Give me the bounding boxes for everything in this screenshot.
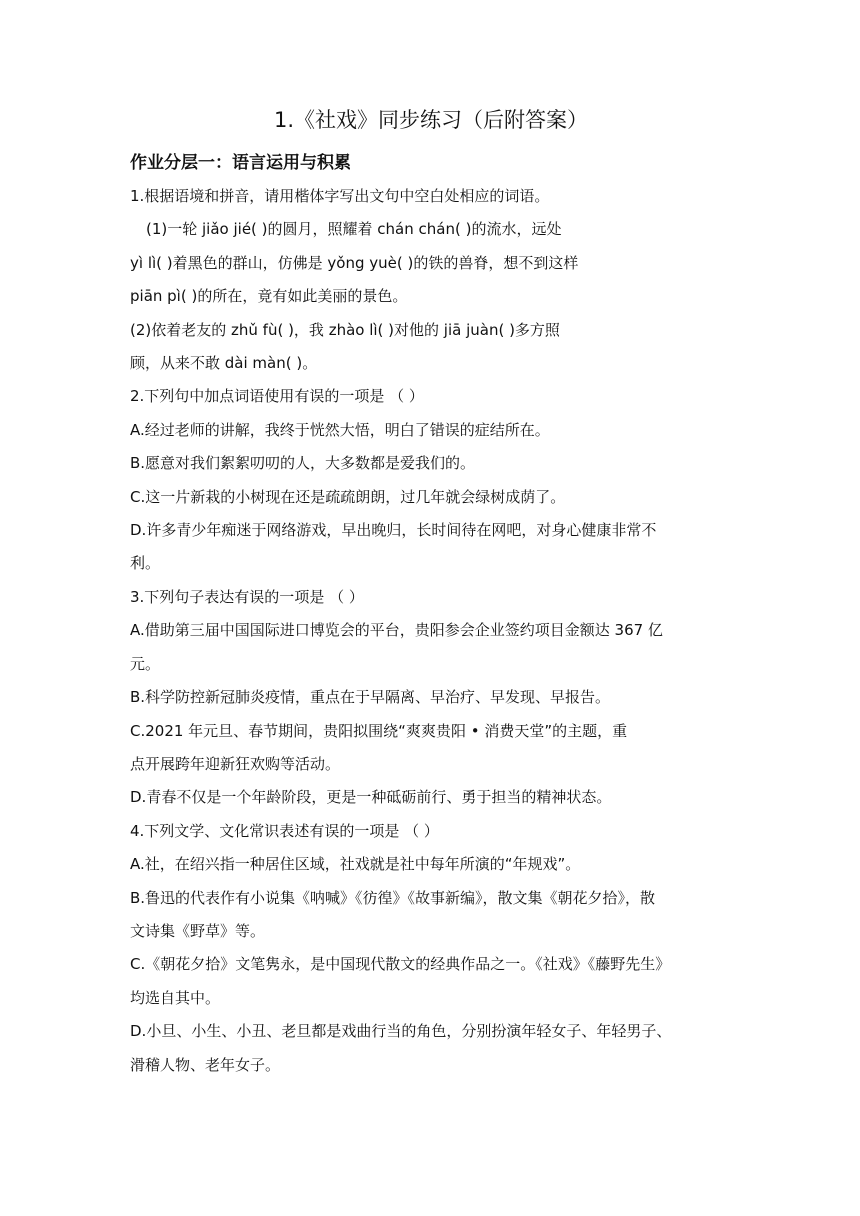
question-2-stem: 2.下列句中加点词语使用有误的一项是 （ ） [130,387,424,406]
question-3-option-c-line-2: 点开展跨年迎新狂欢购等活动。 [130,754,341,773]
question-3-stem: 3.下列句子表达有误的一项是 （ ） [130,587,364,606]
question-2-option-d-line-2: 利。 [130,554,161,573]
question-4-option-a: A.社，在绍兴指一种居住区域，社戏就是社中每年所演的“年规戏”。 [130,855,581,874]
question-4-option-c-line-1: C.《朝花夕拾》文笔隽永，是中国现代散文的经典作品之一。《社戏》《藤野先生》 [130,955,671,974]
question-1-stem: 1.根据语境和拼音，请用楷体字写出文句中空白处相应的词语。 [130,187,550,205]
question-1-part-2-line-2: 顾，从来不敢 dài màn( )。 [130,354,318,373]
question-1-part-1-line-1: (1)一轮 jiǎo jié( )的圆月，照耀着 chán chán( )的流水，远处 [146,220,562,239]
question-4-stem: 4.下列文学、文化常识表述有误的一项是 （ ） [130,821,439,840]
question-1-part-1-line-3: piān pì( )的所在，竟有如此美丽的景色。 [130,287,408,306]
question-4-option-c-line-2: 均选自其中。 [130,988,221,1007]
question-4-option-b-line-2: 文诗集《野草》等。 [130,921,266,940]
document-title: 1.《社戏》同步练习（后附答案） [273,108,589,132]
question-4-option-d-line-2: 滑稽人物、老年女子。 [130,1055,281,1074]
question-3-option-b: B.科学防控新冠肺炎疫情，重点在于早隔离、早治疗、早发现、早报告。 [130,688,611,707]
question-1-part-2-line-1: (2)依着老友的 zhǔ fù( )，我 zhào lì( )对他的 jiā juàn( )多方照 [130,320,560,339]
question-4-option-b-line-1: B.鲁迅的代表作有小说集《呐喊》《彷徨》《故事新编》，散文集《朝花夕拾》，散 [130,888,656,907]
question-3-option-d: D.青春不仅是一个年龄阶段，更是一种砥砺前行、勇于担当的精神状态。 [130,788,612,807]
question-2-option-b: B.愿意对我们絮絮叨叨的人，大多数都是爱我们的。 [130,454,476,473]
question-3-option-c-line-1: C.2021 年元旦、春节期间，贵阳拟围绕“爽爽贵阳 • 消费天堂”的主题，重 [130,721,628,740]
question-4-option-d-line-1: D.小旦、小生、小丑、老旦都是戏曲行当的角色，分别扮演年轻女子、年轻男子、 [130,1022,672,1041]
question-2-option-c: C.这一片新栽的小树现在还是疏疏朗朗，过几年就会绿树成荫了。 [130,487,566,506]
document-content [130,100,732,1082]
question-3-option-a-line-2: 元。 [130,654,161,673]
question-3-option-a-line-1: A.借助第三届中国国际进口博览会的平台，贵阳参会企业签约项目金额达 367 亿 [130,621,663,640]
question-1-part-1-line-2: yì lì( )着黑色的群山，仿佛是 yǒng yuè( )的铁的兽脊，想不到这样 [130,253,579,272]
section-heading: 作业分层一：语言运用与积累 [130,153,351,173]
question-2-option-a: A.经过老师的讲解，我终于恍然大悟，明白了错误的症结所在。 [130,420,550,439]
question-2-option-d-line-1: D.许多青少年痴迷于网络游戏，早出晚归，长时间待在网吧，对身心健康非常不 [130,521,657,540]
